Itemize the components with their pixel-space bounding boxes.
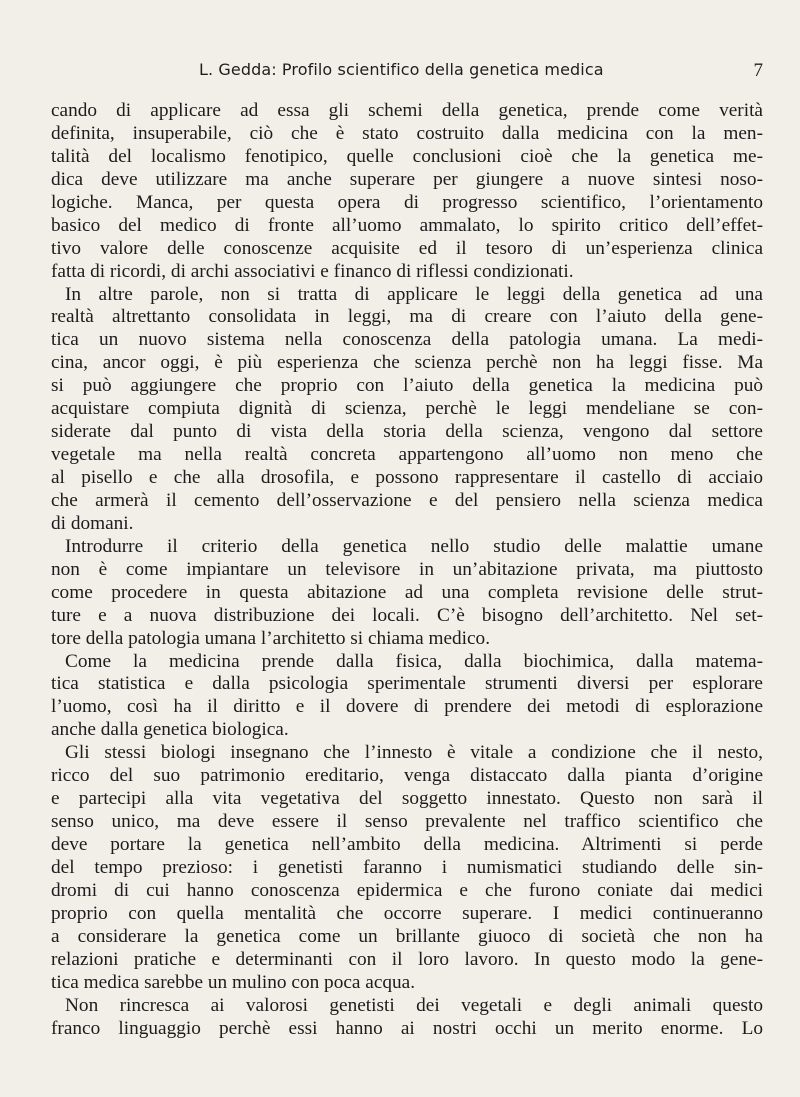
text-line: di domani. [51,512,134,534]
text-line: ricco del suo patrimonio ereditario, venga distaccato dalla pianta d’origine [51,765,763,787]
text-line: come procedere in questa abitazione ad una completa revisione delle strut- [51,581,763,603]
text-line: proprio con quella mentalità che occorre superare. I medici continueranno [51,902,763,924]
text-line: basico del medico di fronte all’uomo ammalato, lo spirito critico dell’effet- [51,214,763,236]
text-line: siderate dal punto di vista della storia della scienza, vengono dal settore [51,421,763,443]
text-line: al pisello e che alla drosofila, e possono rappresentare il castello di acciaio [51,467,763,488]
text-line: non è come impiantare un televisore in un’abitazione privata, ma piuttosto [51,558,763,580]
text-line: del tempo prezioso: i genetisti faranno i numismatici studiando delle sin- [51,856,763,878]
page-header [51,60,763,86]
text-line: senso unico, ma deve essere il senso prevalente nel traffico scientifico che [51,811,763,833]
text-line: relazioni pratiche e determinanti con il loro lavoro. In questo modo la gene- [51,948,763,970]
text-line: tica medica sarebbe un mulino con poca acqua. [51,971,416,993]
text-line: logiche. Manca, per questa opera di progresso scientifico, l’orientamento [51,191,763,213]
text-line: si può aggiungere che proprio con l’aiuto della genetica la medicina può [51,375,763,397]
text-line: fatta di ricordi, di archi associativi e financo di riflessi condizionati. [51,260,574,282]
text-line: anche dalla genetica biologica. [51,719,289,741]
text-line: realtà altrettanto consolidata in leggi, ma di creare con l’aiuto della gene- [51,306,763,328]
text-line: che armerà il cemento dell’osservazione e del pensiero nella scienza medica [51,489,763,511]
text-line: dromi di cui hanno conoscenza epidermica e che furono coniate dai medici [51,879,763,901]
text-line: tica statistica e dalla psicologia sperimentale strumenti diversi per esplorare [51,673,763,695]
text-line: definita, insuperabile, ciò che è stato costruito dalla medicina con la men- [51,122,763,144]
body-text [51,100,763,1040]
text-line: tivo valore delle conoscenze acquisite ed il tesoro di un’esperienza clinica [51,237,763,259]
text-line: ture e a nuova distribuzione dei locali. C’è bisogno dell’architetto. Nel set- [51,604,763,626]
text-line: e partecipi alla vita vegetativa del soggetto innestato. Questo non sarà il [51,788,763,810]
text-line: acquistare compiuta dignità di scienza, perchè le leggi mendeliane se con- [51,398,763,420]
text-line: dica deve utilizzare ma anche superare per giungere a nuove sintesi noso- [51,168,763,190]
text-line: In altre parole, non si tratta di applicare le leggi della genetica ad una [65,283,763,305]
text-line: deve portare la genetica nell’ambito della medicina. Altrimenti si perde [51,834,763,855]
text-line: tica un nuovo sistema nella conoscenza della patologia umana. La medi- [51,329,763,351]
text-line: tore della patologia umana l’architetto si chiama medico. [51,627,491,649]
text-line: cando di applicare ad essa gli schemi della genetica, prende come verità [51,100,763,121]
text-line: Introdurre il criterio della genetica nello studio delle malattie umane [65,535,763,557]
text-line: l’uomo, così ha il diritto e il dovere di prendere dei metodi di esplorazione [51,696,763,718]
text-line: cina, ancor oggi, è più esperienza che scienza perchè non ha leggi fisse. Ma [51,352,763,374]
text-line: vegetale ma nella realtà concreta appartengono all’uomo non meno che [51,444,763,466]
running-head: L. Gedda: Profilo scientifico della genetica medica [199,60,604,79]
text-line: Gli stessi biologi insegnano che l’innesto è vitale a condizione che il nesto, [65,742,763,764]
text-line: a considerare la genetica come un brillante giuoco di società che non ha [51,925,763,947]
page-number: 7 [753,60,763,81]
text-line: franco linguaggio perchè essi hanno ai nostri occhi un merito enorme. Lo [51,1017,763,1039]
text-line: Come la medicina prende dalla fisica, dalla biochimica, dalla matema- [65,650,763,672]
text-line: Non rincresca ai valorosi genetisti dei vegetali e degli animali questo [65,994,763,1016]
text-line: talità del localismo fenotipico, quelle conclusioni cioè che la genetica me- [51,145,763,167]
